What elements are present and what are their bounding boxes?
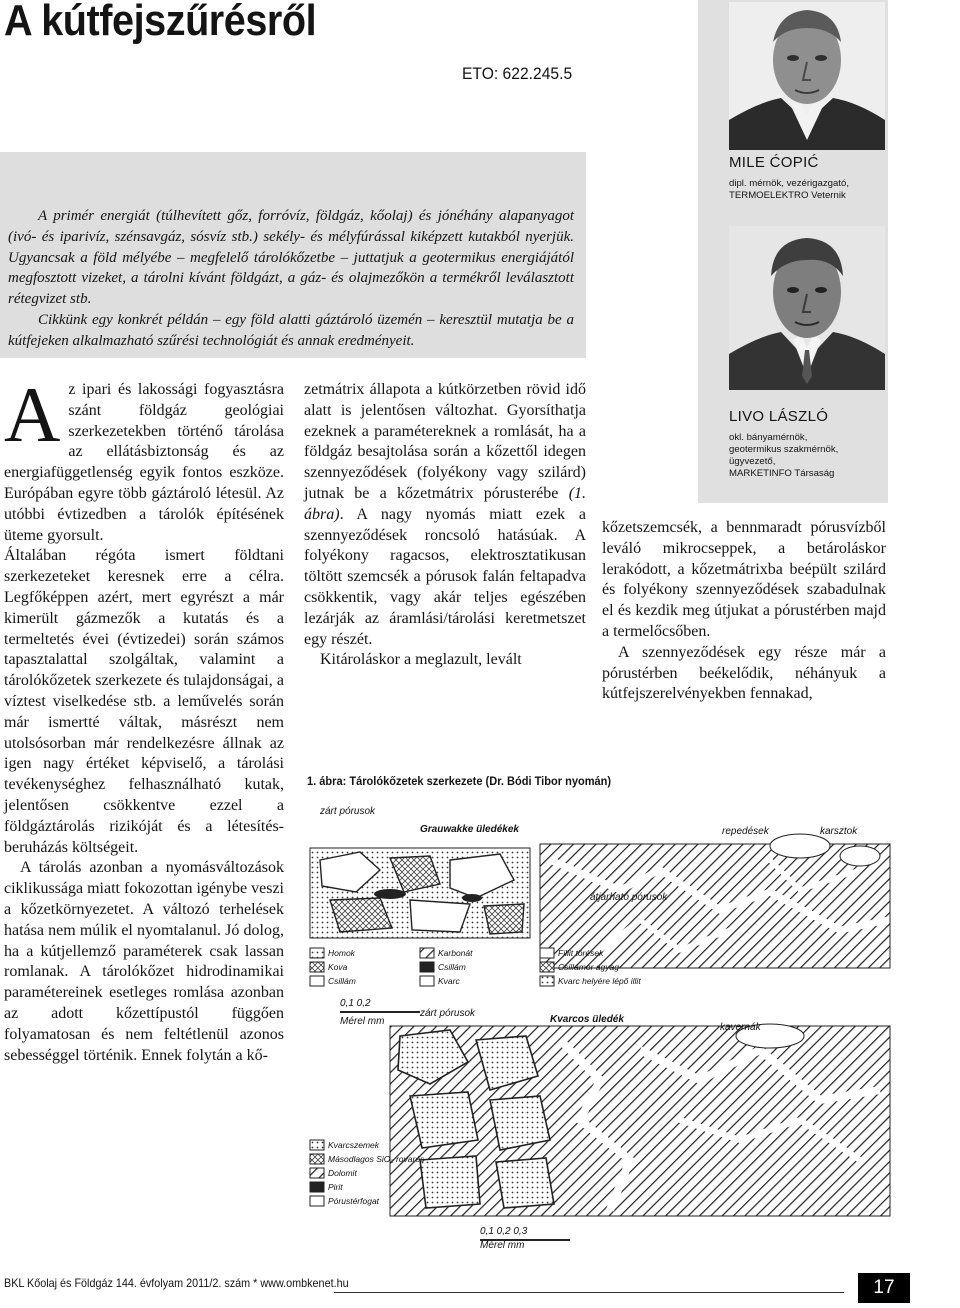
figure-label: Kvarcos üledék [550,1014,624,1025]
page-number: 17 [858,1273,910,1303]
figure-label: zárt pórusok [420,1008,476,1019]
abstract [8,206,574,352]
body-paragraph: zetmátrix állapota a kútkörzetben rövid idő alatt is jelentősen változhat. Gyorsíthatja ezeknek a paramétereknek a romlását, ha a földgáz besajtolása során a kőzettől idegen szennyeződések (folyékony vagy szilárd) jutnak be a kőzetmátrix pórusterébe (1. ábra). A nagy nyomás miatt ezek a szennyeződések roncsoló hatásúak. A folyékony ragacsos, elektrosztatikusan töltött szemcsék a pórusok falán feltapadva csökkentik, vagy akár teljes egészében lezárják az áramlási/tárolási keretmetszet egy részét. [304,381,587,648]
grauwacke-panel [310,848,530,938]
author-photo-1 [729,2,885,150]
author-name-1: MILE ĆOPIĆ [729,154,819,171]
legend-label: Pirit [328,1182,343,1192]
body-paragraph: Kitároláskor a meglazult, levált [320,651,522,669]
figure-label: 0,1 0,2 0,3 [480,1226,528,1237]
figure-label: átjárható pórusok [590,892,668,903]
legend-label: Kova [328,962,348,972]
legend-label: Kvarc helyére lépő illit [558,976,641,986]
legend-label: Dolomit [328,1168,357,1178]
legend-label: Kvarc [438,976,460,986]
article-title: A kútfejszűrésről [4,0,317,45]
drop-cap: A [4,371,61,458]
legend-label: Csillám [328,976,356,986]
journal-footer: BKL Kőolaj és Földgáz 144. évfolyam 2011/2. szám * www.ombkenet.hu [4,1276,349,1290]
legend-label: Karbonát [438,948,473,958]
legend-label: Fillit törések [558,948,604,958]
body-paragraph: A szennyeződések egy része már a pórustérben beékelődik, néhányuk a kútfejszerelvényekben fennakad, [602,643,886,703]
figure-label: Grauwakke üledékek [420,824,519,835]
figure-label: Mérel mm [480,1240,525,1251]
author-photo-2 [729,226,885,390]
footer-divider [334,1292,844,1293]
body-paragraph: kőzetszemcsék, a bennmaradt pórusvízből leváló mikrocseppek, a betároláskor lerakódott, a kőzetmátrixba beépült szilárd és folyékony szennyeződések szabadulnak el és kezdik meg útjukat a pórustérben majd a termelőcsőben. [602,519,886,640]
figure-label: kavernák [720,1022,761,1033]
author-name-2: LIVO LÁSZLÓ [729,408,829,425]
figure-label: 0,1 0,2 [340,998,371,1009]
figure-caption: 1. ábra: Tárolókőzetek szerkezete (Dr. Bódi Tibor nyomán) [307,774,612,788]
legend-label: Csillám [438,962,466,972]
quartz-sediment-panel [390,1024,890,1216]
body-paragraph: z ipari és lakossági fogyasztásra szánt földgáz geológiai szerkezetekben történő tárolása az ellátásbiztonság és az energiafüggetlenség egyik fontos eszköze. Európában egyre több gáztároló létesül. Az utóbbi évtizedben a tárolók építésének üteme gyorsult. [4,381,284,544]
eto-code: ETO: 622.245.5 [462,64,573,83]
figure-label: Mérel mm [340,1016,385,1027]
legend-bottom [310,1140,324,1206]
legend-label: Homok [328,948,355,958]
body-paragraph: A tárolás azonban a nyomásváltozások ciklikussága miatt fokozottan igénybe veszi a kőzetkörnyezetet. A változó terhelések hatása nem múlik el nyomtalanul. Jó dolog, ha a kútjellemző paraméterek csak lassan romlanak. A tárolókőzet hidrodinamikai paramétereinek esetleges romlása azonban az adott kőzettípustól függően folyamatosan és nem feltétlenül azonos sebességgel történik. Ennek folytán a kő- [4,859,284,1064]
abstract-paragraph-2: Cikkünk egy konkrét példán – egy föld alatti gáztároló üzemén – keresztül mutatja be a kútfejeken alkalmazható szűrési technológiát és annak eredményeit. [8,311,574,349]
author-role-2: okl. bányamérnök, geotermikus szakmérnök, ügyvezető, MARKETINFO Társaság [729,432,839,479]
figure-label: zárt pórusok [320,806,376,817]
rock-structure-figure [300,800,900,1246]
figure-label: repedések [722,826,769,837]
author-role-1: dipl. mérnök, vezérigazgató, TERMOELEKTRO Veternik [729,178,849,201]
legend-label: Csillámor agyag [558,962,619,972]
legend-label: Kvarcszemek [328,1140,380,1150]
body-column-1 [4,371,284,1066]
legend-label: Másodlagos SiO₂ rovarés [328,1154,425,1164]
body-column-3 [602,518,886,705]
body-column-2 [304,380,586,671]
figure-reference: (1. ábra) [304,484,587,523]
legend-label: Pórustérfogat [328,1196,380,1206]
figure-label: karsztok [820,826,858,837]
body-paragraph: Általában régóta ismert földtani szerkezeteket keresnek erre a célra. Legfőképpen azért, mert egyrészt a már kimerült gázmezők a kutatás és a termeltetés évei (évtizedei) során számos tapasztalattal szolgáltak, valamint a tárolókőzetek szerkezete és tulajdonságai, a víztest viselkedése stb. a leművelés során már ismertté váltak, másrészt nem utolsósorban már rendelkezésre állnak az igen nagy értéket képviselő, a tárolási tevékenységhez felhasználható kutak, jelentősen csökkentve ezzel a földgáztárolás rizikóját és a létesítés-beruházás költségeit. [4,547,284,856]
abstract-paragraph-1: A primér energiát (túlhevített gőz, forróvíz, földgáz, kőolaj) és jónéhány alapanyagot (ivó- és iparivíz, szénsavgáz, sósvíz stb.) sekély- és mélyfúrással kiképzett kutakból nyerjük. Ugyancsak a föld mélyébe – megfelelő tárolókőzetbe – juttatjuk a geotermikus energiájától megfosztott vizeket, a tárolni kívánt földgázt, a gáz- és olajmezőkön a termékről leválasztott rétegvizet stb. [8,208,574,308]
